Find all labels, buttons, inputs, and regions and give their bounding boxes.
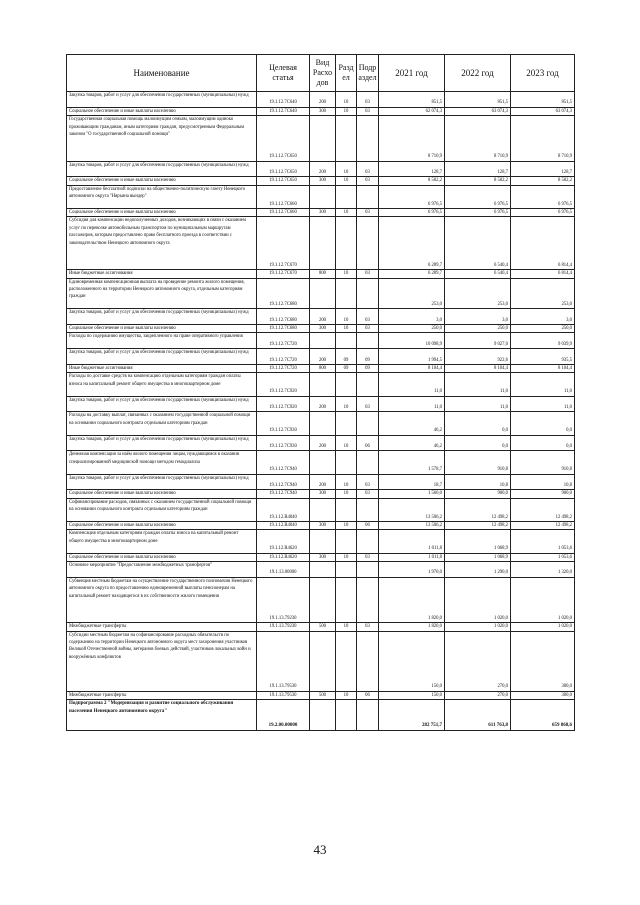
table-header-row [67,55,575,92]
row-name: Социальное обеспечение и иные выплаты населению [67,107,257,115]
row-name: Подпрограмма 2 "Модернизация и развитие социального обслуживания населения Ненецкого автономного округа" [67,700,257,731]
row-value-2023: 300,0 [511,631,575,691]
row-value-2023: 1 020,0 [511,623,575,631]
header-target-article: Целевая статья [257,55,310,92]
table-row [67,278,575,309]
row-name: Социальное обеспечение и иные выплаты населению [67,553,257,561]
row-name: Социальное обеспечение и иные выплаты населению [67,324,257,332]
row-subsection: 03 [357,553,379,561]
table-row [67,270,575,278]
row-expense-kind [310,412,336,435]
row-target-article: 19.1.13.79530 [257,631,310,691]
table-row [67,623,575,631]
row-target-article: 19.1.12.7С650 [257,177,310,185]
row-subsection: 03 [357,490,379,498]
row-target-article: 19.1.12.7С680 [257,324,310,332]
row-expense-kind [310,451,336,474]
row-section: 10 [336,270,357,278]
table-row [67,631,575,691]
table-row [67,92,575,108]
table-row [67,553,575,561]
row-name: Закупка товаров, работ и услуг для обеспечения государственных (муниципальных) нужд [67,396,257,412]
row-value-2023: 12 498,2 [511,498,575,521]
row-subsection: 03 [357,161,379,177]
row-section [336,116,357,161]
row-value-2021: 8 710,9 [379,116,445,161]
row-target-article: 19.1.12.7С640 [257,107,310,115]
row-value-2021: 10 098,9 [379,333,445,349]
row-target-article: 19.1.13.79530 [257,691,310,699]
table-row [67,107,575,115]
row-target-article: 19.1.12.R4620 [257,553,310,561]
row-expense-kind [310,530,336,553]
row-expense-kind [310,577,336,622]
row-subsection: 03 [357,270,379,278]
row-name: Закупка товаров, работ и услуг для обеспечения государственных (муниципальных) нужд [67,349,257,365]
row-target-article: 19.1.12.7С930 [257,412,310,435]
row-value-2023: 300,0 [511,691,575,699]
row-value-2021: 1 011,8 [379,553,445,561]
header-subsection: Подр аздел [357,55,379,92]
row-value-2022: 910,8 [445,451,511,474]
row-expense-kind [310,116,336,161]
row-value-2022: 6 540,4 [445,270,511,278]
header-section: Разд ел [336,55,357,92]
row-name: Расходы по доставке средств на компенсацию отдельным категориям граждан оплаты взноса на капитальный ремонт общего имущества в многоквартирном доме [67,373,257,396]
row-target-article: 19.1.12.7С670 [257,217,310,270]
row-name: Субсидия для компенсации недополученных доходов, возникающих в связи с оказанием услуг по перевозке автомобильным транспортом по муниципальным маршрутам пассажиров, которым предоставлено право бесплатного проезда в соответствии с законодательством Ненецкого автономного округа [67,217,257,270]
row-target-article: 19.1.12.7С720 [257,364,310,372]
row-subsection: 03 [357,474,379,490]
row-value-2022: 1 020,0 [445,577,511,622]
row-value-2023: 935,5 [511,349,575,365]
row-expense-kind [310,278,336,309]
row-name: Субсидии местным бюджетам на софинансирование расходных обязательств по содержанию на территории Ненецкого автономного округа мест захоронения участников Великой Отечественной войны, ветеранов боевых действий, участников локальных войн и вооружённых конфликтов [67,631,257,691]
row-value-2023: 910,8 [511,451,575,474]
row-name: Социальное обеспечение и иные выплаты населению [67,490,257,498]
row-section [336,373,357,396]
row-expense-kind: 200 [310,396,336,412]
row-expense-kind [310,217,336,270]
row-expense-kind [310,185,336,208]
row-value-2021: 46,2 [379,412,445,435]
row-value-2021: 282 751,7 [379,700,445,731]
row-value-2022: 8 582,2 [445,177,511,185]
row-name: Компенсация отдельным категориям граждан оплаты взноса на капитальный ремонт общего имущества в многоквартирном доме [67,530,257,553]
row-value-2022: 6 976,5 [445,208,511,216]
row-value-2021: 8 104,4 [379,364,445,372]
row-expense-kind: 800 [310,364,336,372]
row-target-article: 19.1.12.7С920 [257,396,310,412]
row-value-2022: 851,5 [445,92,511,108]
row-value-2021: 6 289,7 [379,270,445,278]
row-value-2022: 9 027,0 [445,333,511,349]
row-value-2022: 3,0 [445,309,511,325]
row-value-2021: 250,0 [379,324,445,332]
row-target-article: 19.2.00.00000 [257,700,310,731]
row-value-2023: 1 020,0 [511,577,575,622]
row-value-2021: 1 970,0 [379,561,445,577]
row-name: Иные бюджетные ассигнования [67,364,257,372]
table-row [67,116,575,161]
row-value-2023: 6 976,5 [511,185,575,208]
row-section [336,577,357,622]
row-target-article: 19.1.12.7С920 [257,373,310,396]
row-value-2023: 9 039,9 [511,333,575,349]
row-value-2023: 1 053,6 [511,553,575,561]
row-value-2021: 1 820,0 [379,623,445,631]
table-row [67,161,575,177]
row-subsection [357,577,379,622]
row-value-2021: 1 011,8 [379,530,445,553]
row-subsection [357,451,379,474]
row-value-2023: 11,0 [511,396,575,412]
row-value-2021: 6 289,7 [379,217,445,270]
row-subsection [357,412,379,435]
table-row [67,373,575,396]
table-row [67,208,575,216]
row-value-2023: 8 104,4 [511,364,575,372]
row-name: Софинансирование расходов, связанных с оказанием государственной социальной помощи на основании социального контракта отдельным категориям граждан [67,498,257,521]
row-target-article: 19.1.12.7С680 [257,278,310,309]
row-target-article: 19.1.12.7С650 [257,161,310,177]
row-expense-kind [310,631,336,691]
table-row [67,490,575,498]
row-value-2022: 270,0 [445,691,511,699]
row-section: 09 [336,349,357,365]
row-section: 10 [336,161,357,177]
row-expense-kind [310,561,336,577]
row-value-2023: 128,7 [511,161,575,177]
row-target-article: 19.1.12.7С940 [257,451,310,474]
table-row [67,309,575,325]
row-section: 10 [336,490,357,498]
row-value-2021: 253,0 [379,278,445,309]
row-section: 10 [336,309,357,325]
row-section [336,631,357,691]
row-name: Основное мероприятие "Предоставление межбюджетных трансфертов" [67,561,257,577]
row-section [336,333,357,349]
table-row [67,577,575,622]
row-name: Иные бюджетные ассигнования [67,270,257,278]
row-name: Социальное обеспечение и иные выплаты населению [67,177,257,185]
row-value-2021: 851,5 [379,92,445,108]
row-target-article: 19.1.12.R4040 [257,498,310,521]
row-subsection [357,116,379,161]
row-value-2022: 12 498,2 [445,498,511,521]
row-subsection [357,700,379,731]
row-value-2022: 611 763,8 [445,700,511,731]
row-expense-kind: 300 [310,107,336,115]
table-row [67,324,575,332]
row-value-2023: 6 976,5 [511,208,575,216]
row-value-2021: 62 074,3 [379,107,445,115]
table-row [67,561,575,577]
row-value-2021: 13 506,2 [379,521,445,529]
row-target-article: 19.1.12.7С720 [257,349,310,365]
table-row [67,185,575,208]
header-year-2021: 2021 год [379,55,445,92]
row-section: 10 [336,521,357,529]
row-expense-kind: 300 [310,324,336,332]
row-value-2021: 18,7 [379,474,445,490]
row-name: Государственная социальная помощь малоимущим семьям, малоимущим одиноко проживающим гражданам, иным категориям граждан, предусмотренным Федеральным законом "О государственной социальной помощи" [67,116,257,161]
row-expense-kind: 300 [310,521,336,529]
row-value-2021: 3,0 [379,309,445,325]
table-row [67,396,575,412]
row-target-article: 19.1.13.79230 [257,623,310,631]
table-row [67,474,575,490]
row-value-2023: 6 814,4 [511,217,575,270]
row-target-article: 19.1.12.7С670 [257,270,310,278]
row-expense-kind: 200 [310,435,336,451]
row-subsection: 03 [357,623,379,631]
row-expense-kind [310,498,336,521]
row-target-article: 19.1.12.7С680 [257,309,310,325]
row-value-2022: 12 498,2 [445,521,511,529]
row-value-2023: 63 074,3 [511,107,575,115]
row-value-2021: 11,0 [379,373,445,396]
row-target-article: 19.1.12.7С650 [257,116,310,161]
header-expense-kind: Вид Расхо дов [310,55,336,92]
row-section: 10 [336,691,357,699]
row-value-2022: 10,8 [445,474,511,490]
table-row [67,700,575,731]
row-subsection [357,185,379,208]
row-value-2022: 900,0 [445,490,511,498]
row-subsection [357,631,379,691]
row-section: 10 [336,177,357,185]
row-name: Денежная компенсация за наём жилого помещения лицам, нуждающимся в оказании специализированной медицинской помощи методом гемодиализа [67,451,257,474]
table-row [67,412,575,435]
row-expense-kind: 200 [310,161,336,177]
row-expense-kind: 300 [310,177,336,185]
header-year-2023: 2023 год [511,55,575,92]
row-name: Закупка товаров, работ и услуг для обеспечения государственных (муниципальных) нужд [67,474,257,490]
row-value-2023: 10,8 [511,474,575,490]
row-subsection: 03 [357,396,379,412]
row-value-2022: 1 068,9 [445,553,511,561]
row-name: Закупка товаров, работ и услуг для обеспечения государственных (муниципальных) нужд [67,309,257,325]
row-subsection [357,333,379,349]
row-expense-kind: 300 [310,553,336,561]
row-value-2021: 1 820,0 [379,577,445,622]
row-target-article: 19.1.12.7С940 [257,474,310,490]
row-value-2021: 8 582,2 [379,177,445,185]
row-value-2023: 253,0 [511,278,575,309]
row-value-2021: 150,0 [379,631,445,691]
row-section: 10 [336,324,357,332]
row-target-article: 19.1.12.7С660 [257,208,310,216]
row-subsection [357,561,379,577]
row-name: Субвенция местным бюджетам на осуществление государственного полномочия Ненецкого автономного округа по предоставлению единовременной выплаты пенсионерам на капитальный ремонт находящегося в их собственности жилого помещения [67,577,257,622]
row-section [336,451,357,474]
row-section: 09 [336,364,357,372]
row-subsection: 03 [357,107,379,115]
row-name: Межбюджетные трансферты [67,623,257,631]
row-name: Социальное обеспечение и иные выплаты населению [67,521,257,529]
row-value-2022: 6 976,5 [445,185,511,208]
row-section [336,561,357,577]
row-value-2022: 922,6 [445,349,511,365]
row-value-2021: 11,0 [379,396,445,412]
row-target-article: 19.1.13.00000 [257,561,310,577]
row-value-2022: 8 104,4 [445,364,511,372]
row-value-2023: 0,0 [511,412,575,435]
row-subsection: 09 [357,349,379,365]
row-value-2023: 12 498,2 [511,521,575,529]
row-value-2022: 0,0 [445,435,511,451]
row-value-2022: 6 540,4 [445,217,511,270]
row-expense-kind: 200 [310,309,336,325]
row-value-2022: 63 074,3 [445,107,511,115]
row-value-2023: 1 320,0 [511,561,575,577]
row-target-article: 19.1.12.7С660 [257,185,310,208]
table-row [67,217,575,270]
row-subsection: 06 [357,691,379,699]
row-value-2021: 46,2 [379,435,445,451]
row-expense-kind: 200 [310,349,336,365]
page-number: 43 [313,842,327,857]
row-subsection [357,530,379,553]
row-section [336,278,357,309]
row-expense-kind [310,333,336,349]
table-row [67,691,575,699]
row-name: Социальное обеспечение и иные выплаты населению [67,208,257,216]
table-row [67,349,575,365]
row-expense-kind [310,373,336,396]
row-section: 10 [336,435,357,451]
row-value-2023: 8 710,9 [511,116,575,161]
table-row [67,498,575,521]
row-subsection [357,373,379,396]
row-name: Расходы на доставку выплат, связанных с оказанием государственной социальной помощи на основании социального контракта отдельным категориям граждан [67,412,257,435]
row-section [336,185,357,208]
header-year-2022: 2022 год [445,55,511,92]
row-section [336,217,357,270]
row-value-2023: 3,0 [511,309,575,325]
row-value-2021: 13 506,2 [379,498,445,521]
row-value-2021: 1 994,5 [379,349,445,365]
row-subsection [357,217,379,270]
row-section [336,700,357,731]
table-row [67,530,575,553]
row-value-2021: 6 976,5 [379,185,445,208]
row-value-2022: 253,0 [445,278,511,309]
row-name: Межбюджетные трансферты [67,691,257,699]
row-name: Закупка товаров, работ и услуг для обеспечения государственных (муниципальных) нужд [67,161,257,177]
row-value-2022: 250,0 [445,324,511,332]
row-expense-kind: 200 [310,92,336,108]
row-section: 10 [336,208,357,216]
row-expense-kind: 300 [310,208,336,216]
table-row [67,435,575,451]
header-name: Наименование [67,55,257,92]
row-value-2023: 11,0 [511,373,575,396]
row-section: 10 [336,474,357,490]
row-name: Закупка товаров, работ и услуг для обеспечения государственных (муниципальных) нужд [67,435,257,451]
row-section: 10 [336,107,357,115]
row-subsection: 03 [357,92,379,108]
row-section: 10 [336,92,357,108]
row-section [336,530,357,553]
row-value-2023: 6 814,4 [511,270,575,278]
row-value-2022: 11,0 [445,373,511,396]
row-subsection: 06 [357,521,379,529]
row-value-2022: 8 710,9 [445,116,511,161]
row-expense-kind: 300 [310,490,336,498]
row-target-article: 19.1.12.7С940 [257,490,310,498]
row-value-2021: 1 578,7 [379,451,445,474]
row-value-2021: 1 560,0 [379,490,445,498]
row-value-2022: 1 290,0 [445,561,511,577]
row-value-2022: 11,0 [445,396,511,412]
row-expense-kind: 200 [310,474,336,490]
row-subsection: 09 [357,364,379,372]
row-value-2022: 270,0 [445,631,511,691]
row-expense-kind [310,700,336,731]
budget-table [66,54,575,731]
row-expense-kind: 800 [310,270,336,278]
row-target-article: 19.1.12.7С720 [257,333,310,349]
row-name: Закупка товаров, работ и услуг для обеспечения государственных (муниципальных) нужд [67,92,257,108]
row-section: 10 [336,396,357,412]
row-subsection: 03 [357,309,379,325]
row-target-article: 19.1.13.79230 [257,577,310,622]
row-value-2023: 250,0 [511,324,575,332]
row-name: Единовременная компенсационная выплата на проведение ремонта жилого помещения, расположенного на территории Ненецкого автономного округа, отдельным категориям граждан [67,278,257,309]
row-section: 10 [336,553,357,561]
row-target-article: 19.1.12.7С640 [257,92,310,108]
row-value-2022: 0,0 [445,412,511,435]
row-value-2023: 851,5 [511,92,575,108]
row-target-article: 19.1.12.R4620 [257,530,310,553]
row-value-2023: 0,0 [511,435,575,451]
row-section [336,498,357,521]
row-subsection: 03 [357,177,379,185]
row-value-2021: 150,0 [379,691,445,699]
row-value-2023: 659 868,6 [511,700,575,731]
row-expense-kind: 500 [310,623,336,631]
row-value-2021: 6 976,5 [379,208,445,216]
row-section: 10 [336,623,357,631]
row-value-2022: 1 068,9 [445,530,511,553]
row-value-2021: 128,7 [379,161,445,177]
row-name: Расходы по содержанию имущества, закрепленного на праве оперативного управления [67,333,257,349]
table-row [67,451,575,474]
row-name: Предоставление бесплатной подписки на общественно-политическую газету Ненецкого автономного округа "Няръяна вындер" [67,185,257,208]
row-value-2022: 128,7 [445,161,511,177]
table-row [67,521,575,529]
row-target-article: 19.1.12.7С930 [257,435,310,451]
row-subsection: 03 [357,324,379,332]
row-expense-kind: 500 [310,691,336,699]
row-value-2023: 900,0 [511,490,575,498]
row-subsection [357,278,379,309]
row-value-2022: 1 020,0 [445,623,511,631]
row-value-2023: 1 053,6 [511,530,575,553]
row-target-article: 19.1.12.R4040 [257,521,310,529]
row-section [336,412,357,435]
table-row [67,177,575,185]
row-subsection: 06 [357,435,379,451]
row-subsection [357,498,379,521]
table-row [67,364,575,372]
row-subsection: 03 [357,208,379,216]
row-value-2023: 8 582,2 [511,177,575,185]
table-row [67,333,575,349]
